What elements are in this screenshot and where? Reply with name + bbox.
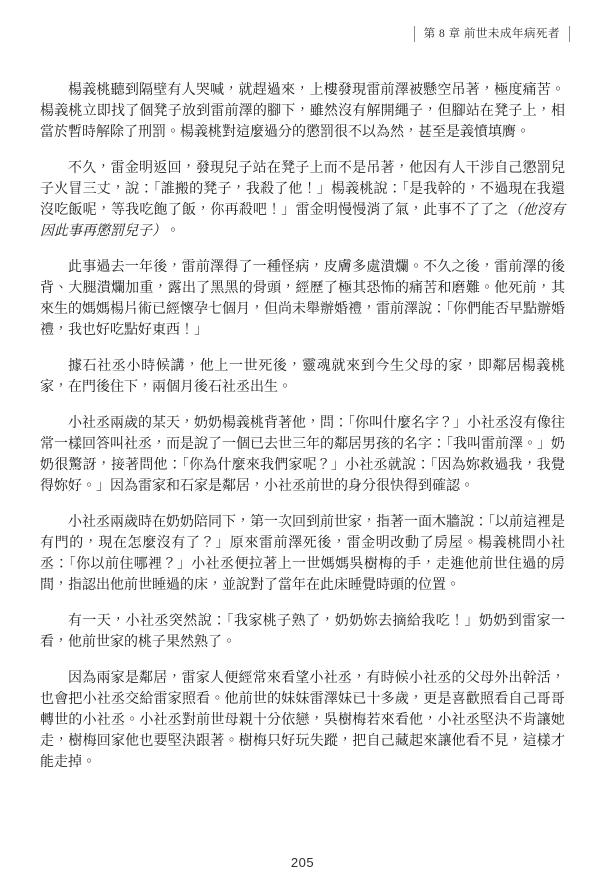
paragraph-text: 。 [166,224,180,239]
paragraph-text: 據石社丞小時候講，他上一世死後，靈魂就來到今生父母的家，即鄰居楊義桃家，在門後住下，兩個月後石社丞出生。 [40,359,565,395]
body-paragraph [40,512,565,596]
body-paragraph [40,356,565,398]
body-paragraph [40,413,565,497]
paragraph-text: 楊義桃聽到隔壁有人哭喊，就趕過來，上樓發現雷前澤被懸空吊著，極度痛苦。楊義桃立即找了個凳子放到雷前澤的腳下，雖然沒有解開繩子，但腳站在凳子上，相當於暫時解除了刑罰。楊義桃對這麼過分的懲罰很不以為然，甚至是義憤填膺。 [40,83,565,140]
body-paragraph [40,611,565,653]
body-paragraph [40,668,565,773]
paragraph-kai-note: （他沒有因此事再懲罰兒子） [40,203,566,239]
page-number: 205 [290,855,315,870]
paragraph-text: 不久，雷金明返回，發現兒子站在凳子上而不是吊著，他因有人干涉自己懲罰兒子火冒三丈，說：「誰搬的凳子，我殺了他！」楊義桃說：「是我幹的，不過現在我還沒吃飯呢，等我吃飽了飯，你再殺吧！」雷金明慢慢消了氣，此事不了了之 [40,161,565,218]
paragraph-text: 小社丞兩歲時在奶奶陪同下，第一次回到前世家，指著一面木牆說：「以前這裡是有門的，現在怎麼沒有了？」原來雷前澤死後，雷金明改動了房屋。楊義桃問小社丞：「你以前住哪裡？」小社丞便拉著上一世媽媽吳樹梅的手，走進他前世住過的房間，指認出他前世睡過的床，並說對了當年在此床睡覺時頭的位置。 [40,515,565,593]
page-body [40,80,565,788]
chapter-title: 第 8 章 前世未成年病死者 [414,26,570,42]
body-paragraph [40,80,565,143]
paragraph-text: 因為兩家是鄰居，雷家人便經常來看望小社丞，有時候小社丞的父母外出幹活，也會把小社丞交給雷家照看。他前世的妹妹雷澤妹已十多歲，更是喜歡照看自己哥哥轉世的小社丞。小社丞對前世母親十分依戀，吳樹梅若來看他，小社丞堅決不肯讓她走，樹梅回家他也要堅決跟著。樹梅只好玩失蹤，把自己藏起來讓他看不見，這樣才能走掉。 [40,671,565,770]
paragraph-text: 有一天，小社丞突然說：「我家桃子熟了，奶奶妳去摘給我吃！」奶奶到雷家一看，他前世家的桃子果然熟了。 [40,614,565,650]
body-paragraph [40,158,565,242]
running-header [414,26,570,42]
body-paragraph [40,257,565,341]
paragraph-text: 此事過去一年後，雷前澤得了一種怪病，皮膚多處潰爛。不久之後，雷前澤的後背、大腿潰爛加重，露出了黑黑的骨頭，經歷了極其恐怖的痛苦和磨難。他死前，其來生的媽媽楊片術已經懷孕七個月，但尚未舉辦婚禮，雷前澤說：「你們能否早點辦婚禮，我也好吃點好東西！」 [40,260,565,338]
paragraph-text: 小社丞兩歲的某天，奶奶楊義桃背著他，問：「你叫什麼名字？」小社丞沒有像往常一樣回答叫社丞，而是說了一個已去世三年的鄰居男孩的名字：「我叫雷前澤。」奶奶很驚訝，接著問他：「你為什麼來我們家呢？」小社丞就說：「因為妳救過我，我覺得妳好。」因為雷家和石家是鄰居，小社丞前世的身分很快得到確認。 [40,416,565,494]
page-footer [0,855,605,870]
